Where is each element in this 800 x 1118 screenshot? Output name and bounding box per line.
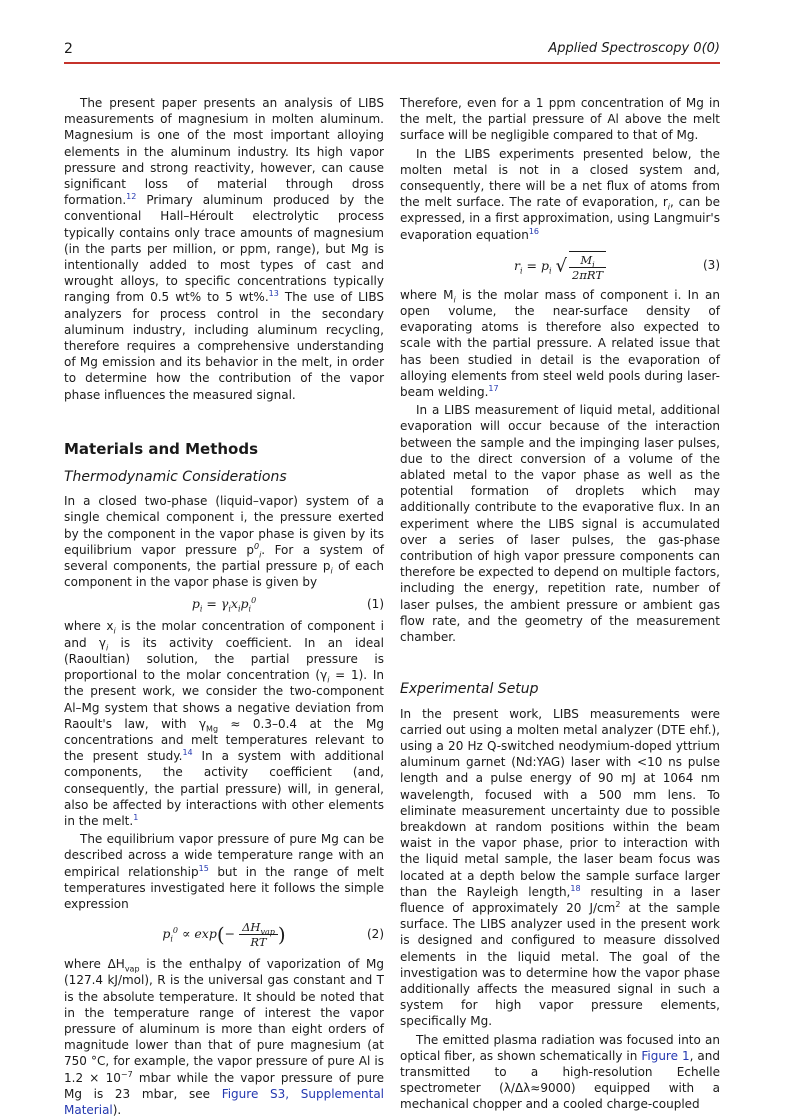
equation-2: $p_i^0 \propto \exp(-$ $\frac{\Delta H_{vap}}{RT}$ ) (2) xyxy=(162,920,384,950)
subsection-heading: Thermodynamic Considerations xyxy=(64,469,287,486)
equation-number: (1) xyxy=(367,597,384,612)
header-rule xyxy=(64,62,720,64)
citation-ref[interactable]: 12 xyxy=(126,192,137,202)
subsection-heading: Experimental Setup xyxy=(400,681,539,698)
body-paragraph: where $M_i$ is the molar mass of component i. In an open volume, the near-surface density of evaporating atoms is therefore also expected to scale with the partial pressure. A related issue that has been studied in detail is the evaporation of alloying elements from steel weld pools during laser-beam welding.$^{17}$ xyxy=(400,287,720,400)
right-column xyxy=(400,95,720,1113)
citation-ref[interactable]: 16 xyxy=(528,226,540,236)
citation-ref[interactable]: 1 xyxy=(133,812,139,822)
body-paragraph: The equilibrium vapor pressure of pure Mg can be described across a wide temperature range with an empirical relationship$^{15}$ but in the range of melt temperatures investigated here it follows the simple expression xyxy=(64,832,384,911)
body-paragraph: In a closed two-phase (liquid–vapor) system of a single chemical component i, the pressure exerted by the component in the vapor phase is given by its equilibrium vapor pressure $p^0_i$. For a system of several components, the partial pressure $p_i$ of each component in the vapor phase is given by xyxy=(64,494,385,590)
page-number: 2 xyxy=(64,41,73,57)
left-column xyxy=(64,95,384,1118)
equation-3: $r_i = p_i$ √ $\frac{M_i}{\text{2πRT}}$ (3) xyxy=(513,252,720,282)
body-paragraph: In the LIBS experiments presented below, the molten metal is not in a closed system and, consequently, there will be a net flux of atoms from the melt surface. The rate of evaporation, $r_i$, can be expressed, in a first approximation, using Langmuir's evaporation equation$^{16}$ xyxy=(400,146,721,242)
body-paragraph: In the present work, LIBS measurements were carried out using a molten metal analyzer (DTE ehf.), using a 20 Hz Q-switched neodymium-doped yttrium aluminum garnet (Nd:YAG) laser with <10 ns pulse length and a pulse energy of 90 mJ at 1064 nm wavelength, focused with a 500 mm lens. To eliminate measurement uncertainty due to possible breakdown at random positions within the beam waist in the vapor phase, prior to interaction with the liquid metal sample, the laser beam focus was located at a depth below the sample surface larger than the Rayleigh length,$^{18}$ resulting in a laser fluence of approximately 20 $J/cm^2$ at the sample surface. The LIBS analyzer used in the present work is designed and configured to measure dissolved elements in the liquid metal. The goal of the investigation was to determine how the vapor phase additionally affects the measured signal in such a system for high vapor pressure elements, specifically Mg. xyxy=(400,706,720,1029)
citation-ref[interactable]: 17 xyxy=(488,384,499,394)
journal-title: Applied Spectroscopy 0(0) xyxy=(548,41,720,56)
body-paragraph: The emitted plasma radiation was focused into an optical fiber, as shown schematically in Figure 1, and transmitted to a high-resolution Echelle spectrometer (λ/Δλ≈9000) equipped with a mechanical chopper and a cooled charge-coupled xyxy=(400,1032,720,1112)
figure-1-link[interactable]: Figure 1 xyxy=(641,1048,690,1063)
citation-ref[interactable]: 15 xyxy=(198,863,209,873)
citation-ref[interactable]: 13 xyxy=(268,289,279,299)
equation-number: (3) xyxy=(703,257,720,272)
citation-ref[interactable]: 14 xyxy=(182,748,193,758)
supplemental-figure-link[interactable]: Figure S3, Supplemental Material xyxy=(64,1086,385,1117)
section-heading: Materials and Methods xyxy=(64,439,259,458)
equation-1: $p_i = \gamma_ix_ip_i^0$ (1) xyxy=(191,596,384,614)
intro-paragraph: The present paper presents an analysis of LIBS measurements of magnesium in molten aluminum. Magnesium is one of the most important alloying elements in the aluminum industry. Its high vapor pressure and strong reactivity, however, can cause significant loss of material through dross formation.$^{12}$ Primary aluminum produced by the conventional Hall–Héroult electrolytic process typically contains only trace amounts of magnesium (in the parts per million, or ppm, range), but Mg is intentionally added to most types of cast and wrought alloys, to specific concentrations typically ranging from 0.5 wt% to 5 wt%.$^{13}$ The use of LIBS analyzers for process control in the secondary aluminum industry, including aluminum recycling, therefore requires a comprehensive understanding of Mg emission and its behavior in the melt, in order to determine how the contribution of the vapor phase influences the measured signal. xyxy=(64,96,384,402)
body-paragraph: where $x_i$ is the molar concentration of component i and $\gamma_i$ is its activity coefficient. In an ideal (Raoultian) solution, the partial pressure is proportional to the molar concentration $(\gamma_i = 1)$. In the present work, we consider the two-component Al–Mg system that shows a negative deviation from Raoult's law, with $\gamma_{Mg} \approx 0.3-0.4$ at the Mg concentrations and melt temperatures relevant to the present study.$^{14}$ In a system with additional components, the activity coefficient (and, consequently, the partial pressure) will, in general, also be affected by interactions with other elements in the melt.$^1$ xyxy=(64,619,384,828)
body-paragraph: Therefore, even for a 1 ppm concentration of Mg in the melt, the partial pressure of Al above the melt surface will be negligible compared to that of Mg. xyxy=(400,96,720,143)
citation-ref[interactable]: 18 xyxy=(570,883,581,893)
body-paragraph: where $\Delta H_{vap}$ is the enthalpy of vaporization of Mg (127.4 kJ/mol), R is the universal gas constant and T is the absolute temperature. It should be noted that in the temperature range of interest the vapor pressure of aluminum is more than eight orders of magnitude lower than that of pure magnesium (at 750 °C, for example, the vapor pressure of pure Al is $1.2 \times 10^{-7}$ mbar while the vapor pressure of pure Mg is 23 mbar, see Figure S3, Supplemental Material). xyxy=(64,957,385,1117)
equation-number: (2) xyxy=(367,927,384,942)
body-paragraph: In a LIBS measurement of liquid metal, additional evaporation will occur because of the interaction between the sample and the impinging laser pulses, due to the direct conversion of a volume of the ablated metal to the vapor phase as well as the potential formation of droplets which may additionally contribute to the evaporative flux. In an experiment where the LIBS signal is accumulated over a series of laser pulses, the gas-phase contribution of high vapor pressure components can therefore be expected to depend on multiple factors, including the energy, repetition rate, number of laser pulses, the ambient pressure or ambient gas flow rate, and the geometry of the measurement chamber. xyxy=(400,403,720,645)
